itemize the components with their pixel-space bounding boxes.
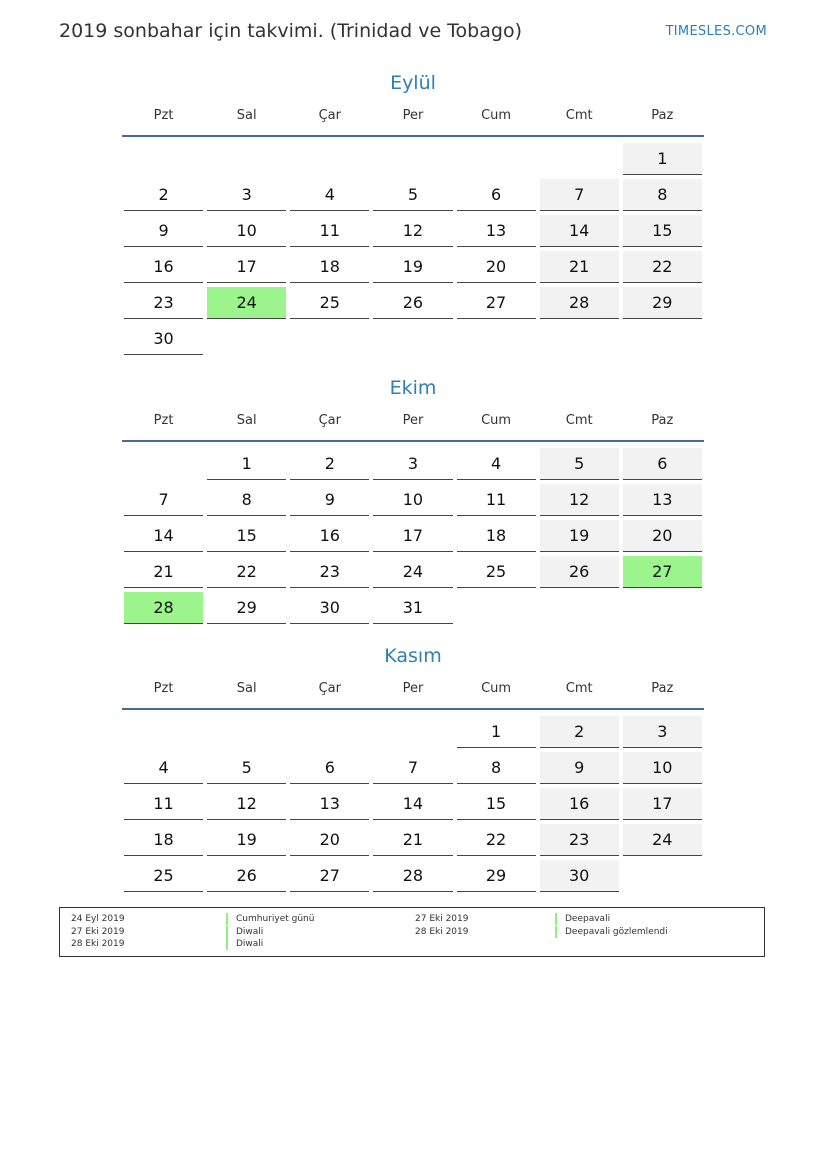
day-cell xyxy=(288,215,371,251)
day-cell xyxy=(455,520,538,556)
day-cell xyxy=(371,592,454,628)
day-cell xyxy=(205,556,288,592)
day-cell xyxy=(288,179,371,215)
holiday-legend xyxy=(59,907,765,957)
weekday-label: Pzt xyxy=(153,108,174,123)
day-number: 21 xyxy=(373,824,452,856)
day-cell xyxy=(455,752,538,788)
day-number: 9 xyxy=(124,215,203,247)
day-number: 4 xyxy=(457,448,536,480)
legend-date: 27 Eki 2019 xyxy=(415,914,469,924)
month-title: Kasım xyxy=(384,645,442,667)
day-number: 29 xyxy=(457,860,536,892)
day-number: 12 xyxy=(540,484,619,516)
day-number: 16 xyxy=(290,520,369,552)
day-cell xyxy=(538,215,621,251)
day-number: 13 xyxy=(290,788,369,820)
day-cell xyxy=(122,251,205,287)
day-number: 29 xyxy=(207,592,286,624)
day-number: 9 xyxy=(540,752,619,784)
day-number: 26 xyxy=(373,287,452,319)
day-cell xyxy=(205,752,288,788)
day-cell xyxy=(122,788,205,824)
day-cell xyxy=(538,287,621,323)
empty-day-cell xyxy=(371,143,454,179)
weekday-label: Per xyxy=(402,681,424,696)
weekday-label: Sal xyxy=(236,413,257,428)
day-number: 17 xyxy=(207,251,286,283)
day-number: 16 xyxy=(124,251,203,283)
day-cell xyxy=(205,448,288,484)
weekday-label: Sal xyxy=(236,108,257,123)
day-cell xyxy=(538,716,621,752)
day-number: 10 xyxy=(373,484,452,516)
day-number: 20 xyxy=(290,824,369,856)
day-number: 13 xyxy=(457,215,536,247)
day-cell xyxy=(621,143,704,179)
day-number: 7 xyxy=(124,484,203,516)
day-cell xyxy=(371,179,454,215)
legend-holiday-name: Deepavali gözlemlendi xyxy=(555,926,668,938)
legend-holiday-name: Diwali xyxy=(226,926,263,938)
legend-holiday-name: Diwali xyxy=(226,938,263,950)
day-cell xyxy=(288,824,371,860)
legend-holiday-name: Cumhuriyet günü xyxy=(226,913,314,925)
day-number: 24 xyxy=(373,556,452,588)
day-cell xyxy=(205,860,288,896)
day-cell xyxy=(122,824,205,860)
day-grid xyxy=(122,716,704,896)
day-number: 5 xyxy=(373,179,452,211)
day-cell xyxy=(621,484,704,520)
day-cell xyxy=(455,484,538,520)
day-number: 4 xyxy=(124,752,203,784)
day-number: 28 xyxy=(124,592,203,624)
day-cell xyxy=(371,824,454,860)
day-number: 23 xyxy=(290,556,369,588)
holiday-day-cell xyxy=(205,287,288,323)
day-cell xyxy=(122,179,205,215)
day-number: 24 xyxy=(623,824,702,856)
day-cell xyxy=(538,860,621,896)
legend-date: 28 Eki 2019 xyxy=(71,939,125,949)
day-number: 17 xyxy=(373,520,452,552)
day-number: 2 xyxy=(290,448,369,480)
weekday-label: Paz xyxy=(651,108,674,123)
day-number: 25 xyxy=(457,556,536,588)
day-number: 5 xyxy=(207,752,286,784)
day-cell xyxy=(538,788,621,824)
day-cell xyxy=(621,716,704,752)
day-cell xyxy=(538,824,621,860)
day-number: 25 xyxy=(124,860,203,892)
day-cell xyxy=(371,215,454,251)
empty-day-cell xyxy=(371,716,454,752)
day-cell xyxy=(371,556,454,592)
day-cell xyxy=(455,448,538,484)
day-number: 18 xyxy=(290,251,369,283)
brand-logo-text[interactable]: TIMESLES.COM xyxy=(665,24,767,39)
day-cell xyxy=(621,287,704,323)
day-cell xyxy=(122,484,205,520)
day-number: 11 xyxy=(457,484,536,516)
day-number: 15 xyxy=(207,520,286,552)
weekday-label: Cmt xyxy=(565,413,593,428)
day-number: 3 xyxy=(623,716,702,748)
day-number: 22 xyxy=(457,824,536,856)
weekday-label: Pzt xyxy=(153,681,174,696)
day-number: 20 xyxy=(623,520,702,552)
day-number: 1 xyxy=(207,448,286,480)
day-cell xyxy=(538,179,621,215)
day-cell xyxy=(205,484,288,520)
day-cell xyxy=(621,824,704,860)
day-cell xyxy=(621,215,704,251)
day-cell xyxy=(288,287,371,323)
day-number: 7 xyxy=(540,179,619,211)
day-number: 9 xyxy=(290,484,369,516)
day-number: 25 xyxy=(290,287,369,319)
day-number: 20 xyxy=(457,251,536,283)
day-number: 18 xyxy=(457,520,536,552)
day-cell xyxy=(122,215,205,251)
day-number: 27 xyxy=(290,860,369,892)
weekday-label: Çar xyxy=(318,108,341,123)
legend-date: 24 Eyl 2019 xyxy=(71,914,125,924)
day-number: 18 xyxy=(124,824,203,856)
empty-day-cell xyxy=(122,716,205,752)
day-number: 31 xyxy=(373,592,452,624)
month-calendar-september xyxy=(122,69,704,359)
page-title: 2019 sonbahar için takvimi. (Trinidad ve Tobago) xyxy=(59,20,522,42)
day-number: 13 xyxy=(623,484,702,516)
holiday-day-cell xyxy=(122,592,205,628)
day-cell xyxy=(538,556,621,592)
day-number: 6 xyxy=(623,448,702,480)
day-cell xyxy=(122,520,205,556)
legend-date: 28 Eki 2019 xyxy=(415,927,469,937)
day-number: 4 xyxy=(290,179,369,211)
day-number: 19 xyxy=(373,251,452,283)
day-cell xyxy=(288,752,371,788)
day-cell xyxy=(621,251,704,287)
day-cell xyxy=(288,592,371,628)
day-cell xyxy=(371,520,454,556)
month-title: Ekim xyxy=(389,377,437,399)
day-cell xyxy=(538,520,621,556)
day-number: 30 xyxy=(540,860,619,892)
day-cell xyxy=(122,752,205,788)
day-cell xyxy=(371,788,454,824)
weekday-label: Paz xyxy=(651,413,674,428)
day-number: 28 xyxy=(540,287,619,319)
day-cell xyxy=(455,556,538,592)
weekday-header-row xyxy=(122,670,704,710)
day-cell xyxy=(455,824,538,860)
day-cell xyxy=(371,448,454,484)
day-number: 24 xyxy=(207,287,286,319)
day-cell xyxy=(122,556,205,592)
weekday-label: Cum xyxy=(481,681,512,696)
day-cell xyxy=(122,323,205,359)
day-cell xyxy=(205,824,288,860)
day-number: 3 xyxy=(373,448,452,480)
month-title: Eylül xyxy=(390,72,436,94)
day-number: 23 xyxy=(540,824,619,856)
weekday-label: Pzt xyxy=(153,413,174,428)
weekday-label: Cum xyxy=(481,108,512,123)
empty-day-cell xyxy=(538,143,621,179)
day-cell xyxy=(288,520,371,556)
day-number: 17 xyxy=(623,788,702,820)
month-calendar-october xyxy=(122,374,704,628)
day-number: 14 xyxy=(373,788,452,820)
day-cell xyxy=(455,287,538,323)
weekday-header-row xyxy=(122,402,704,442)
day-number: 7 xyxy=(373,752,452,784)
day-number: 15 xyxy=(457,788,536,820)
day-cell xyxy=(455,215,538,251)
weekday-label: Sal xyxy=(236,681,257,696)
month-calendar-november xyxy=(122,642,704,896)
day-number: 19 xyxy=(540,520,619,552)
weekday-label: Paz xyxy=(651,681,674,696)
legend-holiday-name: Deepavali xyxy=(555,913,610,925)
day-number: 27 xyxy=(457,287,536,319)
day-cell xyxy=(538,752,621,788)
day-cell xyxy=(621,788,704,824)
day-number: 2 xyxy=(124,179,203,211)
day-cell xyxy=(371,287,454,323)
day-cell xyxy=(205,215,288,251)
day-cell xyxy=(288,788,371,824)
day-number: 30 xyxy=(290,592,369,624)
empty-day-cell xyxy=(455,143,538,179)
day-cell xyxy=(288,251,371,287)
day-number: 10 xyxy=(623,752,702,784)
day-number: 12 xyxy=(207,788,286,820)
day-number: 6 xyxy=(457,179,536,211)
day-cell xyxy=(205,251,288,287)
day-grid xyxy=(122,448,704,628)
day-number: 21 xyxy=(124,556,203,588)
weekday-label: Çar xyxy=(318,681,341,696)
weekday-label: Çar xyxy=(318,413,341,428)
day-cell xyxy=(621,752,704,788)
weekday-header-row xyxy=(122,97,704,137)
day-cell xyxy=(621,520,704,556)
day-number: 26 xyxy=(540,556,619,588)
day-number: 19 xyxy=(207,824,286,856)
empty-day-cell xyxy=(288,716,371,752)
day-number: 6 xyxy=(290,752,369,784)
day-number: 10 xyxy=(207,215,286,247)
day-number: 5 xyxy=(540,448,619,480)
day-cell xyxy=(455,860,538,896)
day-grid xyxy=(122,143,704,359)
day-cell xyxy=(205,179,288,215)
weekday-label: Per xyxy=(402,413,424,428)
day-cell xyxy=(538,484,621,520)
empty-day-cell xyxy=(122,448,205,484)
day-cell xyxy=(122,860,205,896)
empty-day-cell xyxy=(205,143,288,179)
day-number: 8 xyxy=(207,484,286,516)
day-cell xyxy=(455,179,538,215)
day-number: 11 xyxy=(124,788,203,820)
day-cell xyxy=(205,788,288,824)
day-cell xyxy=(455,716,538,752)
day-cell xyxy=(205,520,288,556)
day-cell xyxy=(371,251,454,287)
day-number: 12 xyxy=(373,215,452,247)
day-number: 30 xyxy=(124,323,203,355)
day-number: 15 xyxy=(623,215,702,247)
day-number: 8 xyxy=(457,752,536,784)
day-cell xyxy=(371,484,454,520)
day-cell xyxy=(371,860,454,896)
weekday-label: Cmt xyxy=(565,681,593,696)
weekday-label: Cmt xyxy=(565,108,593,123)
day-number: 22 xyxy=(623,251,702,283)
weekday-label: Cum xyxy=(481,413,512,428)
empty-day-cell xyxy=(205,716,288,752)
day-number: 16 xyxy=(540,788,619,820)
day-cell xyxy=(288,484,371,520)
day-number: 1 xyxy=(623,143,702,175)
day-number: 22 xyxy=(207,556,286,588)
day-number: 11 xyxy=(290,215,369,247)
day-number: 29 xyxy=(623,287,702,319)
day-number: 14 xyxy=(540,215,619,247)
day-number: 14 xyxy=(124,520,203,552)
day-cell xyxy=(205,592,288,628)
day-cell xyxy=(455,251,538,287)
day-cell xyxy=(621,179,704,215)
day-number: 2 xyxy=(540,716,619,748)
day-cell xyxy=(122,287,205,323)
day-cell xyxy=(371,752,454,788)
day-cell xyxy=(455,788,538,824)
day-number: 8 xyxy=(623,179,702,211)
day-cell xyxy=(288,556,371,592)
day-number: 23 xyxy=(124,287,203,319)
day-number: 1 xyxy=(457,716,536,748)
day-number: 27 xyxy=(623,556,702,588)
legend-date: 27 Eki 2019 xyxy=(71,927,125,937)
day-number: 21 xyxy=(540,251,619,283)
day-cell xyxy=(538,448,621,484)
day-cell xyxy=(538,251,621,287)
day-number: 28 xyxy=(373,860,452,892)
weekday-label: Per xyxy=(402,108,424,123)
holiday-day-cell xyxy=(621,556,704,592)
empty-day-cell xyxy=(288,143,371,179)
empty-day-cell xyxy=(122,143,205,179)
day-cell xyxy=(288,860,371,896)
day-cell xyxy=(288,448,371,484)
day-number: 3 xyxy=(207,179,286,211)
day-number: 26 xyxy=(207,860,286,892)
day-cell xyxy=(621,448,704,484)
